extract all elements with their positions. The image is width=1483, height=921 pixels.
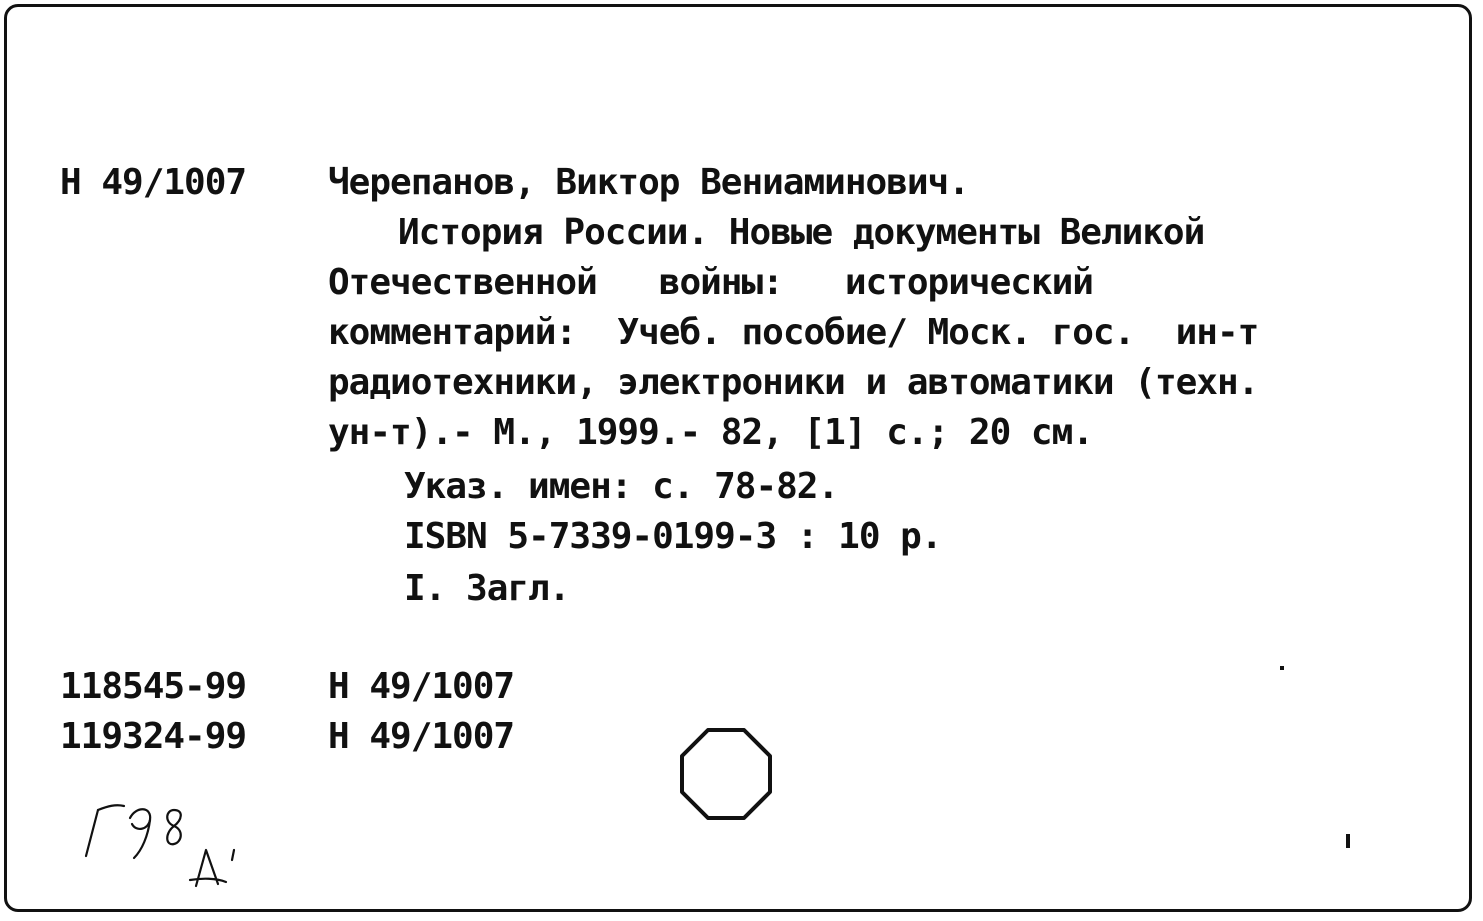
paper-speck <box>1346 834 1350 848</box>
index-note: Указ. имен: с. 78-82. <box>404 466 839 507</box>
inventory-number: 119324-99 <box>60 716 247 757</box>
author-heading: Черепанов, Виктор Вениаминович. <box>328 162 969 203</box>
inventory-number: 118545-99 <box>60 666 247 707</box>
isbn-note: ISBN 5-7339-0199-3 : 10 р. <box>404 516 942 557</box>
call-number: Н 49/1007 <box>60 162 247 203</box>
inventory-shelf: Н 49/1007 <box>328 666 515 707</box>
title-entry-note: I. Загл. <box>404 568 570 609</box>
inventory-shelf: Н 49/1007 <box>328 716 515 757</box>
punch-hole-icon <box>678 726 774 822</box>
title-line: комментарий: Учеб. пособие/ Моск. гос. ин-т <box>328 312 1259 353</box>
title-line: ун-т).- М., 1999.- 82, [1] с.; 20 см. <box>328 412 1093 453</box>
paper-speck <box>1280 666 1284 670</box>
title-line: История России. Новые документы Великой <box>398 212 1205 253</box>
handwritten-mark <box>76 788 276 898</box>
title-line: Отечественной войны: исторический <box>328 262 1093 303</box>
title-line: радиотехники, электроники и автоматики (техн. <box>328 362 1259 403</box>
